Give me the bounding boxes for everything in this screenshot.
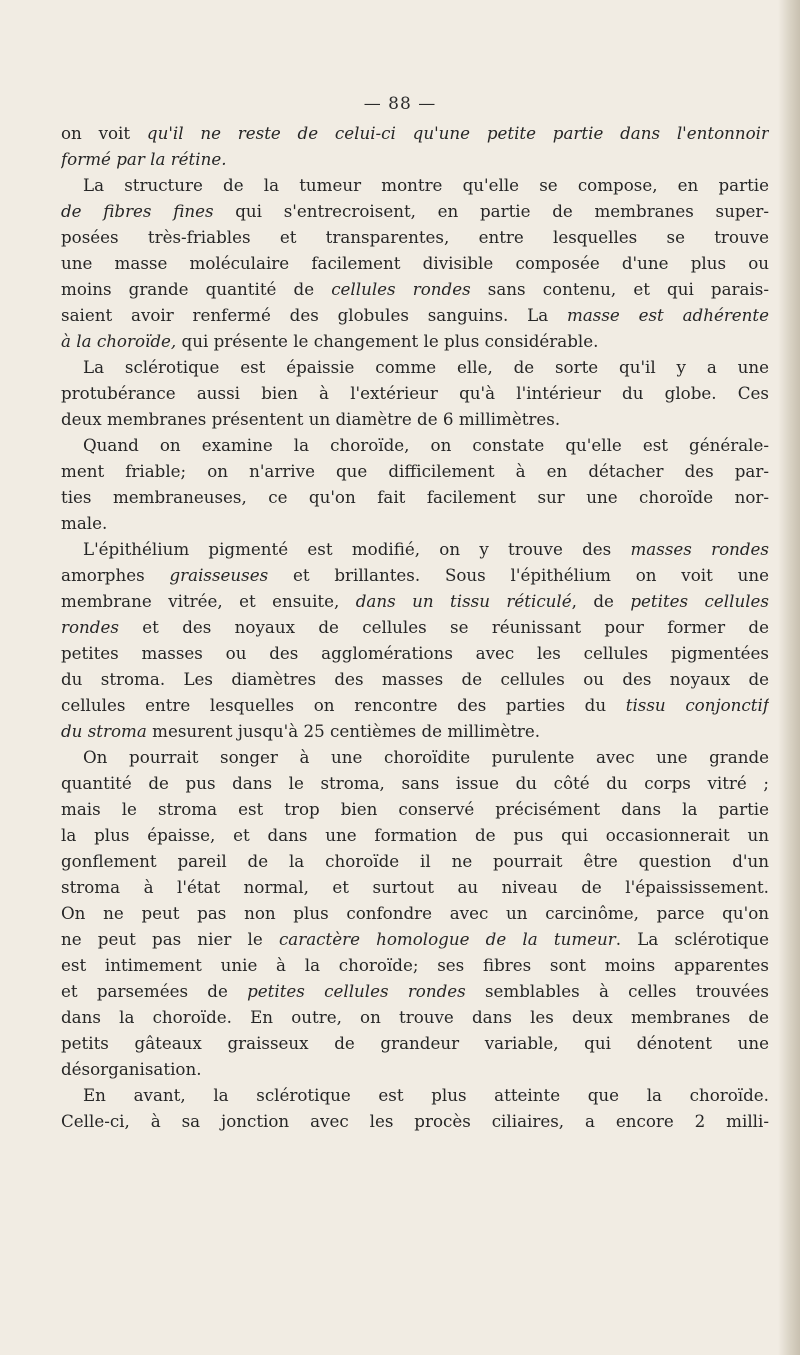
italic-text-segment: masses rondes	[630, 539, 769, 559]
italic-text-segment: formé par la rétine.	[61, 149, 227, 169]
text-segment: , de	[571, 591, 631, 611]
text-segment: on voit	[61, 123, 147, 143]
text-segment: deux membranes présentent un diamètre de 6 millimètres.	[61, 409, 561, 429]
text-line	[61, 744, 769, 770]
text-line	[61, 484, 769, 510]
text-segment: désorganisation.	[61, 1059, 202, 1079]
text-line	[61, 692, 769, 718]
page-number: — 88 —	[363, 94, 437, 114]
text-line	[61, 172, 769, 198]
italic-text-segment: caractère homologue de la tumeur	[278, 929, 616, 949]
text-line	[61, 822, 769, 848]
text-line	[61, 796, 769, 822]
text-line	[61, 328, 769, 354]
text-line	[61, 406, 769, 432]
text-line	[61, 1004, 769, 1030]
text-segment: membrane vitrée, et ensuite,	[61, 591, 356, 611]
text-segment: ties membraneuses, ce qu'on fait facilement sur une choroïde nor-	[61, 487, 769, 507]
body-text	[61, 120, 769, 1134]
text-segment: gonflement pareil de la choroïde il ne pourrait être question d'un	[61, 851, 769, 871]
text-line	[61, 432, 769, 458]
text-segment: L'épithélium pigmenté est modifié, on y trouve des	[83, 539, 631, 559]
text-line	[61, 978, 769, 1004]
text-segment: protubérance aussi bien à l'extérieur qu'à l'intérieur du globe. Ces	[61, 383, 769, 403]
text-segment: ne peut pas nier le	[61, 929, 279, 949]
text-line	[61, 302, 769, 328]
text-segment: La sclérotique est épaissie comme elle, de sorte qu'il y a une	[83, 357, 769, 377]
text-line	[61, 900, 769, 926]
text-segment: et des noyaux de cellules se réunissant pour former de	[118, 617, 769, 637]
text-segment: male.	[61, 513, 108, 533]
text-segment: mesurent jusqu'à 25 centièmes de millimètre.	[146, 721, 541, 741]
text-line	[61, 1056, 769, 1082]
text-segment: Celle-ci, à sa jonction avec les procès ciliaires, a encore 2 milli-	[61, 1111, 769, 1131]
italic-text-segment: à la choroïde,	[61, 331, 177, 351]
text-line	[61, 666, 769, 692]
text-line	[61, 1108, 769, 1134]
text-line	[61, 536, 769, 562]
italic-text-segment: du stroma	[61, 721, 147, 741]
text-line	[61, 354, 769, 380]
text-segment: amorphes	[61, 565, 170, 585]
text-line	[61, 120, 769, 146]
text-segment: petits gâteaux graisseux de grandeur variable, qui dénotent une	[61, 1033, 769, 1053]
italic-text-segment: graisseuses	[169, 565, 269, 585]
italic-text-segment: rondes	[61, 617, 119, 637]
text-line	[61, 510, 769, 536]
text-segment: mais le stroma est trop bien conservé précisément dans la partie	[61, 799, 769, 819]
text-segment: posées très-friables et transparentes, entre lesquelles se trouve	[61, 227, 769, 247]
text-segment: On pourrait songer à une choroïdite purulente avec une grande	[83, 747, 769, 767]
text-segment: une masse moléculaire facilement divisible composée d'une plus ou	[61, 253, 769, 273]
text-segment: La structure de la tumeur montre qu'elle se compose, en partie	[83, 175, 769, 195]
text-segment: qui s'entrecroisent, en partie de membranes super-	[213, 201, 769, 221]
text-segment: saient avoir renfermé des globules sanguins. La	[61, 305, 568, 325]
text-segment: qui présente le changement le plus considérable.	[176, 331, 599, 351]
text-segment: petites masses ou des agglomérations avec les cellules pigmentées	[61, 643, 769, 663]
text-line	[61, 848, 769, 874]
text-segment: moins grande quantité de	[61, 279, 332, 299]
page-edge-shadow	[778, 0, 800, 1355]
text-line	[61, 1082, 769, 1108]
text-line	[61, 276, 769, 302]
text-segment: dans la choroïde. En outre, on trouve dans les deux membranes de	[61, 1007, 769, 1027]
italic-text-segment: petites cellules	[630, 591, 769, 611]
text-segment: la plus épaisse, et dans une formation de pus qui occasionnerait un	[61, 825, 769, 845]
text-line	[61, 380, 769, 406]
text-segment: On ne peut pas non plus confondre avec un carcinôme, parce qu'on	[61, 903, 769, 923]
text-segment: et brillantes. Sous l'épithélium on voit une	[268, 565, 769, 585]
text-segment: du stroma. Les diamètres des masses de cellules ou des noyaux de	[61, 669, 769, 689]
text-line	[61, 224, 769, 250]
text-segment: cellules entre lesquelles on rencontre des parties du	[61, 695, 626, 715]
text-segment: quantité de pus dans le stroma, sans issue du côté du corps vitré ;	[61, 773, 769, 793]
italic-text-segment: masse est adhérente	[567, 305, 769, 325]
text-segment: est intimement unie à la choroïde; ses fibres sont moins apparentes	[61, 955, 769, 975]
text-segment: stroma à l'état normal, et surtout au niveau de l'épaississement.	[61, 877, 769, 897]
text-line	[61, 458, 769, 484]
text-segment: et parsemées de	[61, 981, 248, 1001]
text-line	[61, 146, 769, 172]
italic-text-segment: qu'il ne reste de celui-ci qu'une petite partie dans l'entonnoir	[146, 123, 769, 143]
text-segment: . La sclérotique	[615, 929, 769, 949]
text-segment: Quand on examine la choroïde, on constate qu'elle est générale-	[83, 435, 769, 455]
text-segment: ment friable; on n'arrive que difficilement à en détacher des par-	[61, 461, 769, 481]
text-line	[61, 562, 769, 588]
italic-text-segment: cellules rondes	[331, 279, 471, 299]
italic-text-segment: tissu conjonctif	[625, 695, 769, 715]
text-line	[61, 952, 769, 978]
italic-text-segment: petites cellules rondes	[247, 981, 466, 1001]
text-line	[61, 198, 769, 224]
text-segment: sans contenu, et qui parais-	[470, 279, 769, 299]
text-line	[61, 250, 769, 276]
text-line	[61, 770, 769, 796]
text-line	[61, 926, 769, 952]
italic-text-segment: de fibres fines	[61, 201, 214, 221]
text-line	[61, 640, 769, 666]
text-line	[61, 718, 769, 744]
text-line	[61, 614, 769, 640]
text-segment: En avant, la sclérotique est plus atteinte que la choroïde.	[83, 1085, 769, 1105]
text-line	[61, 1030, 769, 1056]
text-line	[61, 874, 769, 900]
text-line	[61, 588, 769, 614]
text-segment: semblables à celles trouvées	[465, 981, 769, 1001]
italic-text-segment: dans un tissu réticulé	[355, 591, 572, 611]
